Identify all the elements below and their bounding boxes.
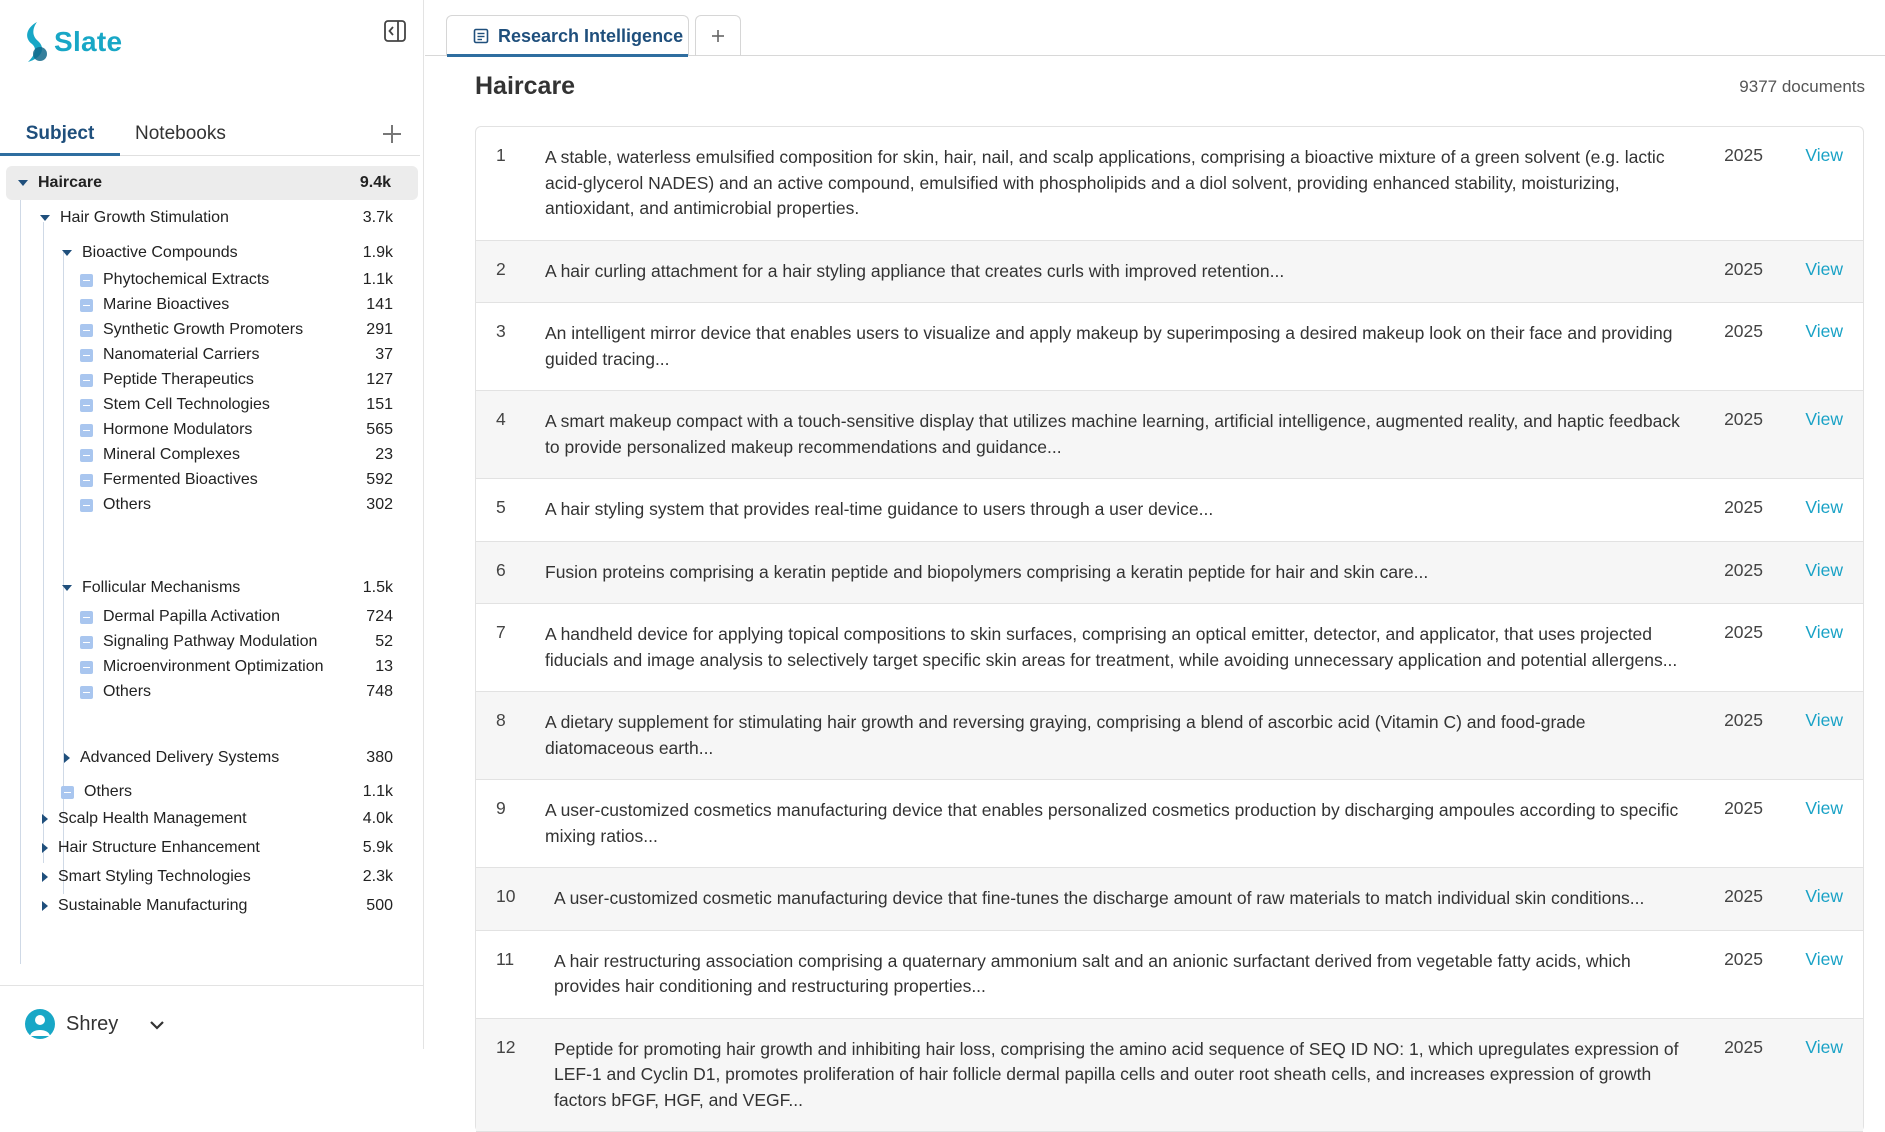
view-link[interactable]: View <box>1805 409 1843 430</box>
collapse-sidebar-icon[interactable] <box>383 19 407 43</box>
tree-item-count: 291 <box>366 321 393 339</box>
tree-item-follicular[interactable]: Follicular Mechanisms 1.5k <box>62 573 393 603</box>
tree-item-label: Smart Styling Technologies <box>58 868 393 886</box>
user-name: Shrey <box>66 1013 118 1036</box>
result-row <box>476 127 1863 241</box>
leaf-icon <box>80 474 93 487</box>
result-year: 2025 <box>1724 321 1763 342</box>
result-number: 10 <box>496 886 515 907</box>
leaf-icon <box>80 424 93 437</box>
view-link[interactable]: View <box>1805 886 1843 907</box>
tree-item-label: Others <box>103 496 393 514</box>
sidebar-tabs <box>0 117 420 156</box>
tab-notebooks[interactable]: Notebooks <box>135 117 226 156</box>
tree-item-label: Microenvironment Optimization <box>103 658 393 676</box>
tree-item-count: 5.9k <box>363 839 393 857</box>
tree-item-count: 748 <box>366 683 393 701</box>
tab-label: Research Intelligence <box>498 26 683 47</box>
tree-item-count: 151 <box>366 396 393 414</box>
tree-item-label: Scalp Health Management <box>58 810 393 828</box>
leaf-icon <box>80 449 93 462</box>
result-number: 11 <box>496 949 514 970</box>
tree-item-top-level[interactable] <box>40 833 393 863</box>
leaf-icon <box>80 349 93 362</box>
result-number: 8 <box>496 710 506 731</box>
view-link[interactable]: View <box>1805 949 1843 970</box>
result-row <box>476 868 1863 931</box>
tree-item-count: 37 <box>375 346 393 364</box>
tree-item-growth-others[interactable]: Others 1.1k <box>61 777 393 807</box>
tree-item-label: Hormone Modulators <box>103 421 393 439</box>
leaf-icon <box>80 274 93 287</box>
view-link[interactable]: View <box>1805 560 1843 581</box>
caret-right-icon <box>42 872 48 882</box>
main-content <box>425 0 1885 1049</box>
tree-item-label: Stem Cell Technologies <box>103 396 393 414</box>
leaf-icon <box>80 374 93 387</box>
result-year: 2025 <box>1724 409 1763 430</box>
view-link[interactable]: View <box>1805 798 1843 819</box>
result-summary: A hair curling attachment for a hair styling appliance that creates curls with improved retention... <box>476 241 1863 303</box>
result-row <box>476 1019 1863 1132</box>
result-number: 3 <box>496 321 506 342</box>
result-year: 2025 <box>1724 259 1763 280</box>
tree-item-count: 127 <box>366 371 393 389</box>
app-name: Slate <box>54 26 122 58</box>
tree-item-delivery[interactable]: Advanced Delivery Systems 380 <box>62 743 393 773</box>
tab-research-intelligence[interactable] <box>446 15 689 56</box>
result-number: 9 <box>496 798 506 819</box>
tree-item-count: 2.3k <box>363 868 393 886</box>
tree-item-label: Nanomaterial Carriers <box>103 346 393 364</box>
caret-down-icon <box>40 215 50 221</box>
tree-item-count: 23 <box>375 446 393 464</box>
tree-item-label: Marine Bioactives <box>103 296 393 314</box>
tree-item-label: Phytochemical Extracts <box>103 271 393 289</box>
result-year: 2025 <box>1724 622 1763 643</box>
tree-item-count: 565 <box>366 421 393 439</box>
tree-item-label: Peptide Therapeutics <box>103 371 393 389</box>
result-year: 2025 <box>1724 145 1763 166</box>
leaf-icon <box>80 299 93 312</box>
caret-down-icon <box>18 180 28 186</box>
result-year: 2025 <box>1724 560 1763 581</box>
view-link[interactable]: View <box>1805 497 1843 518</box>
result-row <box>476 780 1863 868</box>
slate-logo-icon <box>20 20 50 64</box>
view-link[interactable]: View <box>1805 145 1843 166</box>
result-summary: An intelligent mirror device that enables users to visualize and apply makeup by superimposing a desired makeup look on their face and providing guided tracing... <box>476 303 1863 390</box>
leaf-icon <box>80 661 93 674</box>
result-number: 5 <box>496 497 506 518</box>
result-row <box>476 931 1863 1019</box>
tree-item-count: 1.1k <box>363 271 393 289</box>
leaf-icon <box>80 686 93 699</box>
result-row <box>476 241 1863 304</box>
result-year: 2025 <box>1724 886 1763 907</box>
tree-item-label: Dermal Papilla Activation <box>103 608 393 626</box>
tree-item-top-level[interactable] <box>40 891 393 921</box>
result-summary: Fusion proteins comprising a keratin peptide and biopolymers comprising a keratin peptide for hair and skin care... <box>476 542 1863 604</box>
tree-item-hair-growth[interactable]: Hair Growth Stimulation 3.7k <box>40 203 393 233</box>
result-number: 12 <box>496 1037 515 1058</box>
results-list <box>475 126 1864 1132</box>
result-row <box>476 692 1863 780</box>
view-link[interactable]: View <box>1805 259 1843 280</box>
result-summary: A dietary supplement for stimulating hair growth and reversing graying, comprising a blend of ascorbic acid (Vitamin C) and food-grade diatomaceous earth... <box>476 692 1863 779</box>
result-summary: A stable, waterless emulsified composition for skin, hair, nail, and scalp applications, comprising a bioactive mixture of a green solvent (e.g. lactic acid-glycerol NADES) and an active compound, emulsified with phospholipids and a diol solvent, providing enhanced stability, moisturizing, antioxidant, and antimicrobial properties. <box>476 127 1863 240</box>
tree-item-count: 141 <box>366 296 393 314</box>
document-count: 9377 documents <box>1739 77 1865 97</box>
tree-item-haircare[interactable]: Haircare 9.4k <box>6 166 418 200</box>
result-number: 6 <box>496 560 506 581</box>
result-year: 2025 <box>1724 798 1763 819</box>
tree-item-count: 724 <box>366 608 393 626</box>
page-title: Haircare <box>475 72 575 101</box>
result-summary: A user-customized cosmetics manufacturing device that enables personalized cosmetics production by discharging ampoules according to specific mixing ratios... <box>476 780 1863 867</box>
slate-logo[interactable] <box>20 20 122 64</box>
tree-item-count: 52 <box>375 633 393 651</box>
tree-item-top-level[interactable] <box>40 804 393 834</box>
leaf-icon <box>80 611 93 624</box>
result-number: 7 <box>496 622 506 643</box>
result-number: 1 <box>496 145 506 166</box>
tab-subject[interactable]: Subject <box>0 117 120 156</box>
leaf-icon <box>80 324 93 337</box>
result-row <box>476 604 1863 692</box>
tree-item-follicular-child[interactable] <box>80 677 393 707</box>
view-link[interactable]: View <box>1805 321 1843 342</box>
result-summary: A handheld device for applying topical compositions to skin surfaces, comprising an optical emitter, detector, and applicator, that uses projected fiducials and image analysis to selectively target specific skin areas for treatment, while avoiding unnecessary application and potential allergens... <box>476 604 1863 691</box>
result-row <box>476 542 1863 605</box>
result-row <box>476 479 1863 542</box>
tree-item-count: 500 <box>366 897 393 915</box>
result-number: 4 <box>496 409 506 430</box>
view-link[interactable]: View <box>1805 1037 1843 1058</box>
result-year: 2025 <box>1724 949 1763 970</box>
plus-icon <box>710 28 726 44</box>
tree-item-top-level[interactable] <box>40 862 393 892</box>
tree-item-label: Fermented Bioactives <box>103 471 393 489</box>
tree-item-label: Hair Structure Enhancement <box>58 839 393 857</box>
result-summary: A hair styling system that provides real-time guidance to users through a user device... <box>476 479 1863 541</box>
result-row <box>476 303 1863 391</box>
tree-item-label: Signaling Pathway Modulation <box>103 633 393 651</box>
tree-item-label: Synthetic Growth Promoters <box>103 321 393 339</box>
result-year: 2025 <box>1724 1037 1763 1058</box>
leaf-icon <box>61 786 74 799</box>
tree-item-count: 302 <box>366 496 393 514</box>
tree-item-label: Mineral Complexes <box>103 446 393 464</box>
result-row <box>476 391 1863 479</box>
result-number: 2 <box>496 259 506 280</box>
tree-item-label: Others <box>103 683 393 701</box>
caret-down-icon <box>62 585 72 591</box>
chevron-down-icon[interactable] <box>148 1016 166 1034</box>
document-icon <box>472 27 490 45</box>
caret-right-icon <box>42 901 48 911</box>
user-avatar-icon <box>25 1009 55 1039</box>
view-link[interactable]: View <box>1805 710 1843 731</box>
caret-right-icon <box>42 843 48 853</box>
tree-item-count: 592 <box>366 471 393 489</box>
result-year: 2025 <box>1724 497 1763 518</box>
tree-item-count: 4.0k <box>363 810 393 828</box>
leaf-icon <box>80 636 93 649</box>
tab-bar <box>425 0 1885 56</box>
tree-item-bioactive[interactable]: Bioactive Compounds 1.9k <box>62 238 393 268</box>
caret-right-icon <box>64 753 70 763</box>
result-summary: A hair restructuring association comprising a quaternary ammonium salt and an anionic surfactant derived from vegetable fatty acids, which provides hair conditioning and restructuring properties... <box>476 931 1863 1018</box>
result-summary: A smart makeup compact with a touch-sensitive display that utilizes machine learning, artificial intelligence, augmented reality, and haptic feedback to provide personalized makeup recommendations and guidance... <box>476 391 1863 478</box>
result-summary: A user-customized cosmetic manufacturing device that fine-tunes the discharge amount of raw materials to match individual skin conditions... <box>476 868 1863 930</box>
tree-item-count: 13 <box>375 658 393 676</box>
user-menu[interactable] <box>0 985 424 1049</box>
view-link[interactable]: View <box>1805 622 1843 643</box>
tree-item-label: Sustainable Manufacturing <box>58 897 393 915</box>
leaf-icon <box>80 399 93 412</box>
add-icon[interactable] <box>380 122 404 146</box>
leaf-icon <box>80 499 93 512</box>
new-tab-button[interactable] <box>695 15 741 56</box>
caret-down-icon <box>62 250 72 256</box>
tree-item-bioactive-child[interactable] <box>80 490 393 520</box>
sidebar <box>0 0 424 1049</box>
caret-right-icon <box>42 814 48 824</box>
result-year: 2025 <box>1724 710 1763 731</box>
result-summary: Peptide for promoting hair growth and inhibiting hair loss, comprising the amino acid sequence of SEQ ID NO: 1, which upregulates expression of LEF-1 and Cyclin D1, promotes proliferation of hair follicle dermal papilla cells and outer root sheath cells, and increases expression of growth factors bFGF, HGF, and VEGF... <box>476 1019 1863 1132</box>
